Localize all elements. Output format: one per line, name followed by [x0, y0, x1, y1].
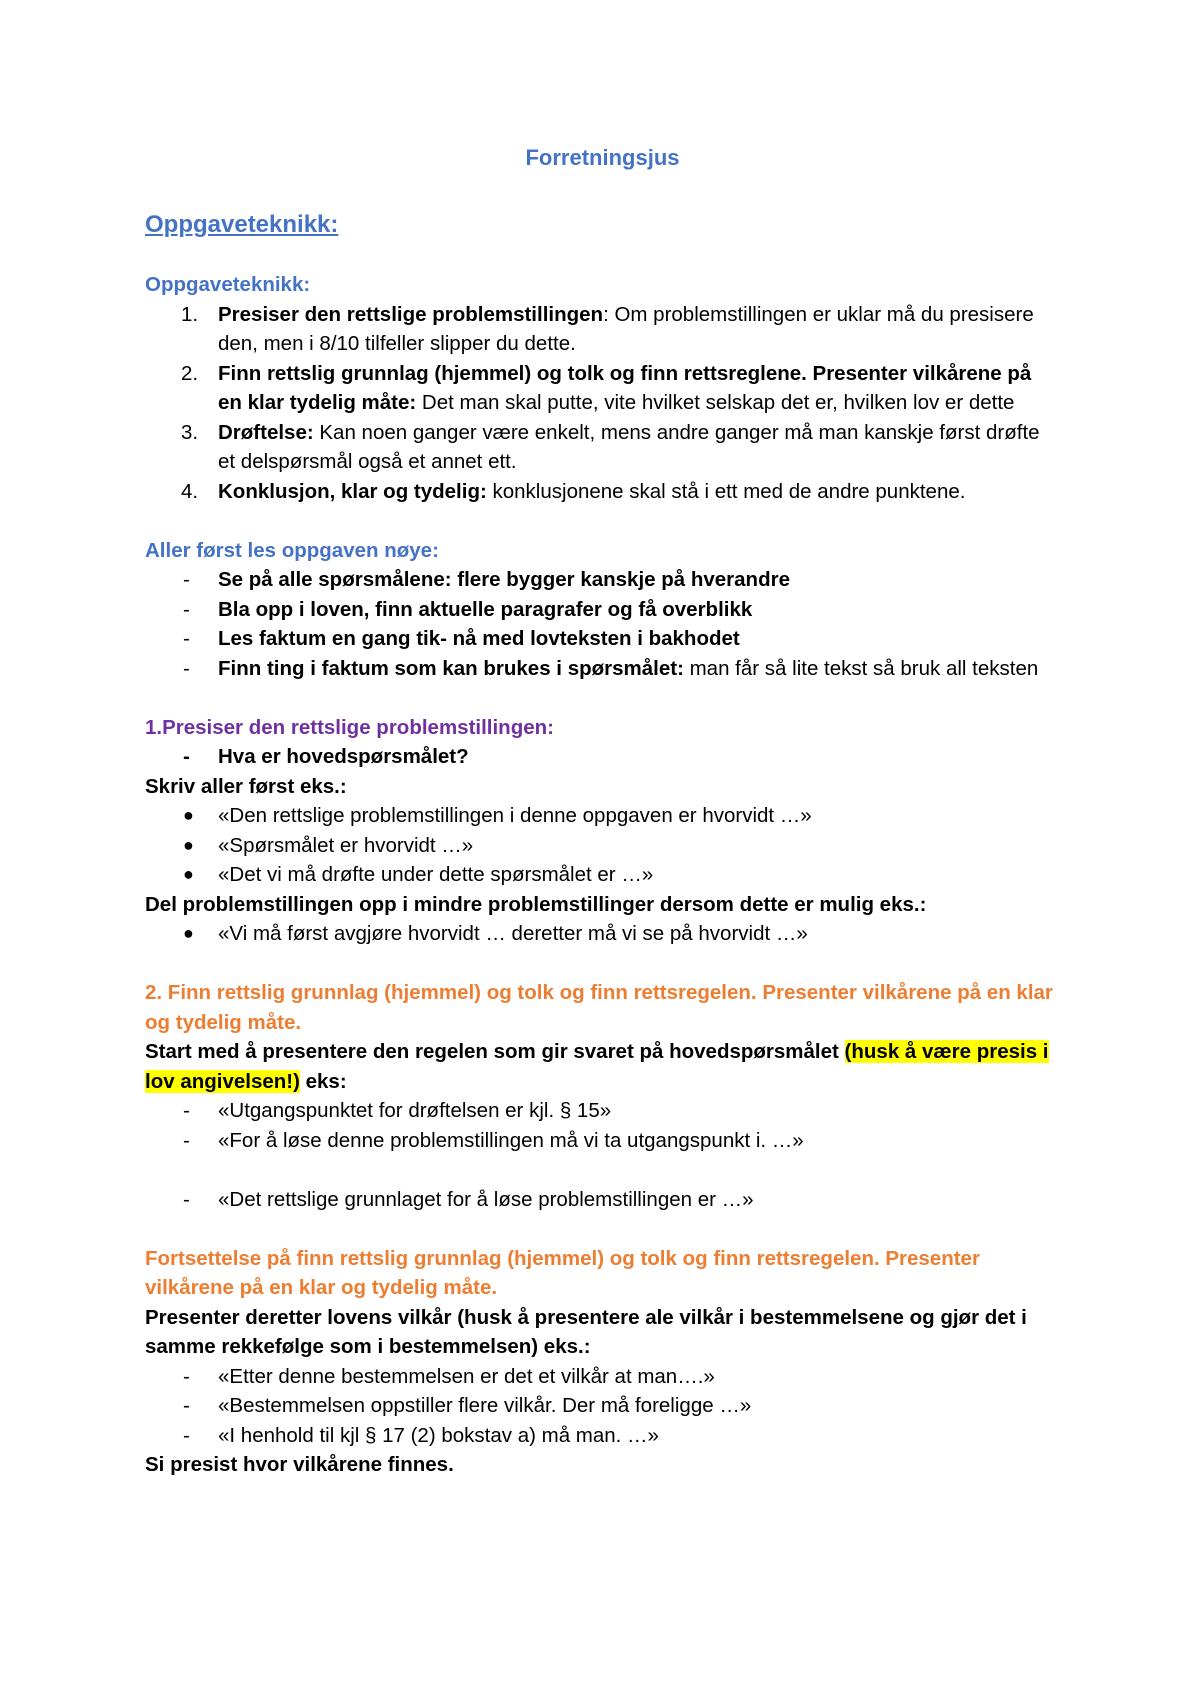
list-item — [145, 1421, 1060, 1451]
item-text: «Utgangspunktet for drøftelsen er kjl. § 15» — [218, 1099, 612, 1122]
list-item — [145, 565, 1060, 595]
intro-text: Start med å presentere den regelen som gir svaret på hovedspørsmålet — [145, 1040, 845, 1063]
list-number: 2. — [181, 361, 199, 385]
item-text: «Vi må først avgjøre hvorvidt … deretter må vi se på hvorvidt …» — [218, 922, 808, 945]
block2-heading: Aller først les oppgaven nøye: — [145, 538, 439, 562]
bullet-marker: ● — [183, 864, 194, 884]
item-text: Hva er hovedspørsmålet? — [218, 745, 469, 768]
item-text: «Bestemmelsen oppstiller flere vilkår. Der må foreligge …» — [218, 1394, 752, 1417]
item-text: «Spørsmålet er hvorvidt …» — [218, 833, 474, 857]
list-item — [145, 418, 1060, 477]
list-item — [145, 477, 1060, 507]
dash-marker: - — [183, 1394, 190, 1417]
list-item — [145, 801, 1060, 831]
list-item — [145, 1096, 1060, 1126]
list-item — [145, 1391, 1060, 1421]
item-bold-text: Finn rettslig grunnlag (hjemmel) og tolk og finn rettsreglene. Presenter vilkårene på en klar tydelig måte: — [218, 361, 1032, 414]
block3-intro: Skriv aller først eks.: — [145, 774, 347, 798]
intro-text-end: eks: — [299, 1069, 347, 1093]
item-bold-text: Se på alle spørsmålene: flere bygger kanskje på hverandre — [218, 568, 790, 591]
item-text: «For å løse denne problemstillingen må vi ta utgangspunkt i. …» — [218, 1128, 804, 1152]
dash-marker: - — [183, 568, 190, 591]
list-number: 3. — [181, 420, 199, 444]
dash-marker: - — [183, 1099, 190, 1122]
dash-marker: - — [183, 1423, 190, 1447]
list-item — [145, 624, 1060, 654]
bullet-marker: ● — [183, 923, 194, 943]
block4-heading: 2. Finn rettslig grunnlag (hjemmel) og tolk og finn rettsregelen. Presenter vilkårene på en klar og tydelig måte. — [145, 981, 1053, 1034]
item-text: : Om problemstillingen er uklar må du presisere den, men i 8/10 tilfeller slipper du dette. — [218, 302, 1034, 355]
dash-marker: - — [183, 1364, 190, 1388]
block3-bullet-list-2 — [145, 919, 1060, 949]
dash-marker: - — [183, 1187, 190, 1211]
item-bold-text: Bla opp i loven, finn aktuelle paragrafer og få overblikk — [218, 597, 753, 621]
item-bold-text: Konklusjon, klar og tydelig: — [218, 479, 487, 503]
block5-outro: Si presist hvor vilkårene finnes. — [145, 1453, 454, 1476]
highlighted-text: (husk å være presis i lov angivelsen!) — [145, 1040, 1049, 1093]
bullet-marker: ● — [183, 805, 194, 825]
item-text: Kan noen ganger være enkelt, mens andre ganger må man kanskje først drøfte et delspørsmål også et annet ett. — [218, 420, 1040, 473]
list-item — [145, 300, 1060, 359]
list-item — [145, 860, 1060, 890]
dash-marker: - — [183, 656, 190, 680]
block3-intro2: Del problemstillingen opp i mindre problemstillinger dersom dette er mulig eks.: — [145, 892, 927, 916]
list-number: 4. — [181, 479, 199, 503]
block4-dash-list — [145, 1096, 1060, 1155]
list-item — [145, 919, 1060, 949]
item-bold-text: Finn ting i faktum som kan brukes i spørsmålet: — [218, 656, 684, 680]
list-item — [145, 654, 1060, 684]
block5-intro: Presenter deretter lovens vilkår (husk å presentere ale vilkår i bestemmelsene og gjør det i samme rekkefølge som i bestemmelsen) eks.: — [145, 1305, 1027, 1358]
item-bold-text: Les faktum en gang tik- nå med lovteksten i bakhodet — [218, 627, 740, 650]
item-text: «Den rettslige problemstillingen i denne oppgaven er hvorvidt …» — [218, 804, 812, 827]
block4-intro — [145, 1037, 1060, 1096]
block1-heading: Oppgaveteknikk: — [145, 273, 311, 296]
item-text: Det man skal putte, vite hvilket selskap det er, hvilken lov er dette — [416, 391, 1015, 414]
section-heading: Oppgaveteknikk: — [145, 211, 339, 238]
item-text: «Det rettslige grunnlaget for å løse problemstillingen er …» — [218, 1187, 754, 1211]
block5-heading: Fortsettelse på finn rettslig grunnlag (hjemmel) og tolk og finn rettsregelen. Presenter vilkårene på en klar og tydelig måte. — [145, 1246, 980, 1299]
item-text: «I henhold til kjl § 17 (2) bokstav a) må man. …» — [218, 1423, 659, 1447]
block3-heading: 1.Presiser den rettslige problemstillingen: — [145, 715, 554, 739]
list-item — [145, 1185, 1060, 1215]
list-item — [145, 1362, 1060, 1392]
list-item — [145, 742, 1060, 772]
block4-dash-list-2 — [145, 1185, 1060, 1215]
list-item — [145, 1126, 1060, 1156]
block5-dash-list — [145, 1362, 1060, 1451]
item-text: «Etter denne bestemmelsen er det et vilkår at man….» — [218, 1364, 715, 1388]
dash-marker: - — [183, 1128, 190, 1152]
list-item — [145, 595, 1060, 625]
item-text: «Det vi må drøfte under dette spørsmålet er …» — [218, 863, 654, 886]
list-number: 1. — [181, 302, 199, 326]
item-bold-text: Presiser den rettslige problemstillingen — [218, 302, 604, 326]
dash-marker: - — [183, 745, 190, 768]
document-title: Forretningsjus — [525, 145, 680, 170]
dash-marker: - — [183, 627, 190, 650]
block1-numbered-list — [145, 300, 1060, 507]
item-text: konklusjonene skal stå i ett med de andre punktene. — [486, 479, 966, 503]
item-bold-text: Drøftelse: — [218, 420, 314, 444]
block3-dash-list — [145, 742, 1060, 772]
dash-marker: - — [183, 597, 190, 621]
list-item — [145, 831, 1060, 861]
block3-bullet-list — [145, 801, 1060, 890]
block2-dash-list — [145, 565, 1060, 683]
list-item — [145, 359, 1060, 418]
bullet-marker: ● — [183, 834, 194, 855]
item-text: man får så lite tekst så bruk all teksten — [683, 656, 1039, 680]
